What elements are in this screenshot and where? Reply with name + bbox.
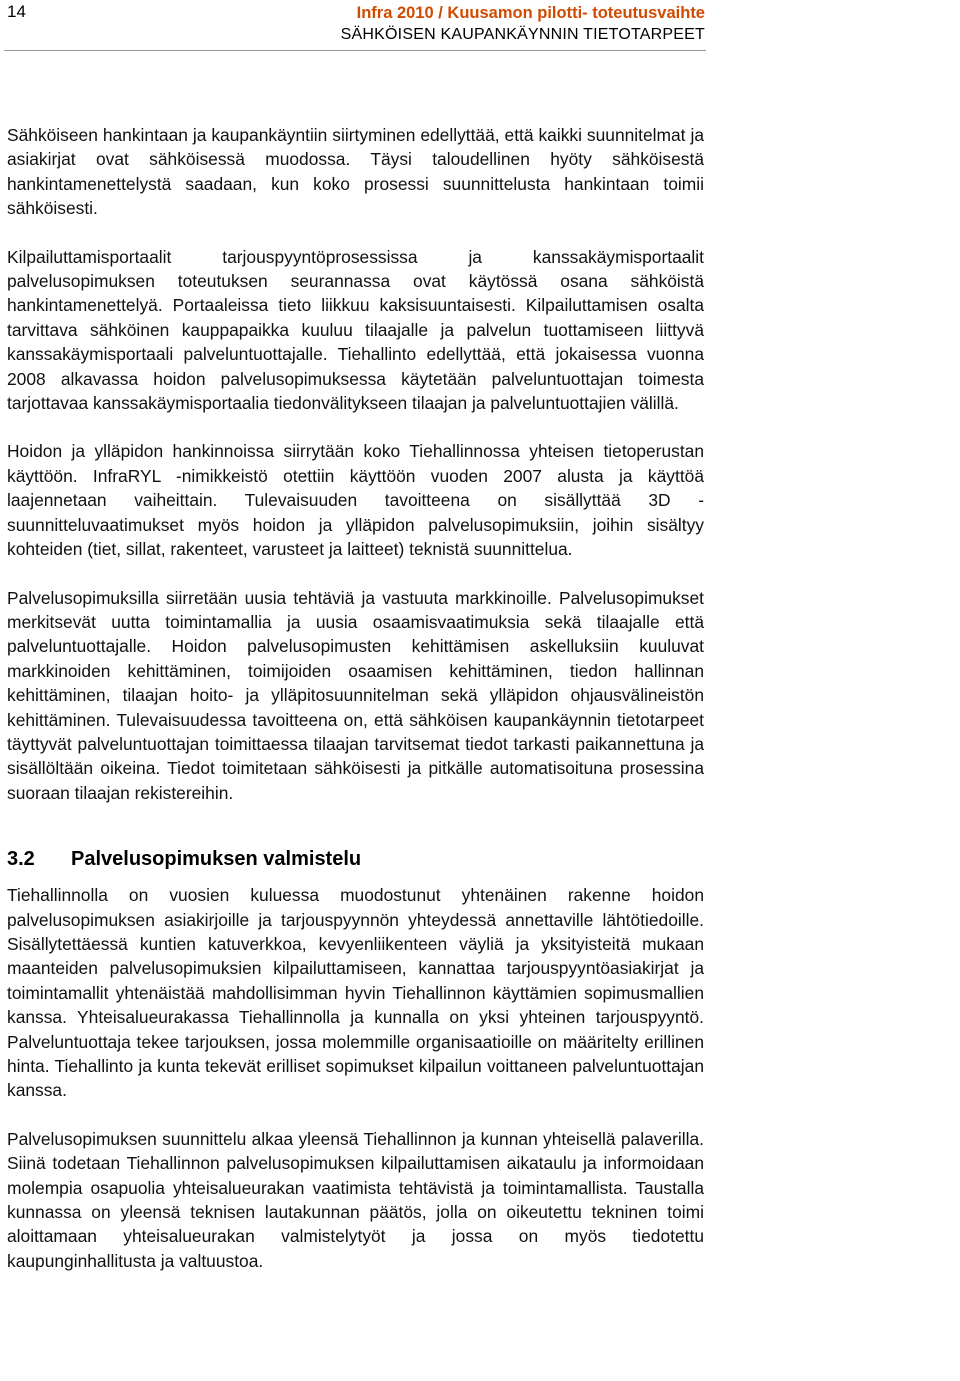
paragraph-spacer [7, 1103, 704, 1127]
paragraph: Kilpailuttamisportaalit tarjouspyyntöprosessissa ja kanssakäymisportaalit palvelusopimuksen toteutuksen seurannassa ovat käytössä osana sähköistä hankintamenettelyä. Portaaleissa tieto liikkuu kaksisuuntaisesti. Kilpailuttamisen osalta tarvittava sähköinen kauppapaikka kuuluu tilaajalle ja palvelun tuottamiseen liittyvä kanssakäymisportaali palveluntuottajalle. Tiehallinto edellyttää, että jokaisessa vuonna 2008 alkavassa hoidon palvelusopimuksessa käytetään palveluntuottajan toimesta tarjottavaa kanssakäymisportaalia tiedonvälitykseen tilaajan ja palveluntuottajien välillä. [7, 246, 704, 414]
paragraph: Tiehallinnolla on vuosien kuluessa muodostunut yhtenäinen rakenne hoidon palvelusopimuksen asiakirjoille ja tarjouspyynnön yhteydessä annettaville lähtötiedoille. Sisällytettäessä kuntien katuverkkoa, kevyenliikenteen väyliä ja yksityisteitä mukaan maanteiden palvelusopimuksien kilpailuttamiseen, kannattaa tarjouspyyntöasiakirjat ja toimintamallit yhtenäistää mahdollisimman hyvin Tiehallinnon käyttämien sopimusmallien kanssa. Yhteisalueurakassa Tiehallinnolla ja kunnalla on yksi yhteinen tarjouspyyntö. Palveluntuottaja tekee tarjouksen, jossa molemmille organisaatioille on määritelty erillinen hinta. Tiehallinto ja kunta tekevät erilliset sopimukset kilpailun voittaneen palveluntuottajan kanssa. [7, 885, 704, 1101]
section-heading [7, 845, 704, 873]
page-number: 14 [7, 2, 26, 21]
paragraph-spacer [7, 562, 704, 586]
section-title: Palvelusopimuksen valmistelu [71, 848, 362, 871]
running-header-subtitle: SÄHKÖISEN KAUPANKÄYNNIN TIETOTARPEET [340, 26, 705, 43]
heading-spacer [7, 873, 704, 883]
paragraph: Sähköiseen hankintaan ja kaupankäyntiin siirtyminen edellyttää, että kaikki suunnitelmat ja asiakirjat ovat sähköisessä muodossa. Täysi taloudellinen hyöty sähköisestä hankintamenettelystä saadaan, kun koko prosessi suunnittelusta hankintaan toimii sähköisesti. [7, 125, 704, 219]
heading-spacer [7, 805, 704, 845]
paragraph-spacer [7, 415, 704, 439]
running-header [341, 2, 705, 46]
paragraph-spacer [7, 221, 704, 245]
section-number: 3.2 [7, 848, 35, 871]
paragraph: Palvelusopimuksen suunnittelu alkaa yleensä Tiehallinnon ja kunnan yhteisellä palaverilla. Siinä todetaan Tiehallinnon palvelusopimuksen kilpailuttamisen aikataulu ja informoidaan molempia osapuolia yhteisalueurakan vaatimista tehtävistä ja toimintamallista. Taustalla kunnassa on yleensä teknisen lautakunnan päätös, jolla on oikeutettu tekninen toimi aloittamaan yhteisalueurakan valmistelytyöt ja jossa on myös tiedotettu kaupunginhallitusta ja valtuustoa. [7, 1128, 704, 1271]
header-divider [4, 50, 706, 51]
paragraph: Hoidon ja ylläpidon hankinnoissa siirrytään koko Tiehallinnossa yhteisen tietoperustan käyttöön. InfraRYL -nimikkeistö otettiin käyttöön vuoden 2007 alusta ja käyttöä laajennetaan vaiheittain. Tulevaisuuden tavoitteena on sisällyttää 3D -suunnitteluvaatimukset myös hoidon ja ylläpidon palvelusopimuksiin, joihin sisältyy kohteiden (tiet, sillat, rakenteet, varusteet ja laitteet) teknistä suunnittelua. [7, 441, 704, 560]
running-header-title: Infra 2010 / Kuusamon pilotti- toteutusvaihte [356, 4, 705, 22]
body-text [7, 123, 704, 1273]
paragraph: Palvelusopimuksilla siirretään uusia tehtäviä ja vastuuta markkinoille. Palvelusopimukset merkitsevät uutta toimintamallia ja uusia osaamisvaatimuksia sekä tilaajalle että palveluntuottajalle. Hoidon palvelusopimusten kehittämisen askelluksiin kuuluvat markkinoiden kehittäminen, toimijoiden osaamisen kehittäminen, tiedon hallinnan kehittäminen, tilaajan hoito- ja ylläpitosuunnitelman sekä ylläpidon ohjausvälineistön kehittäminen. Tulevaisuudessa tavoitteena on, että sähköisen kaupankäynnin tietotarpeet täyttyvät palveluntuottajan toimittaessa tilaajan tarvitsemat tiedot tarkasti paikannettuna ja sisällöltään oikeina. Tiedot toimitetaan sähköisesti ja pitkälle automatisoituna prosessina suoraan tilaajan rekistereihin. [7, 587, 704, 803]
